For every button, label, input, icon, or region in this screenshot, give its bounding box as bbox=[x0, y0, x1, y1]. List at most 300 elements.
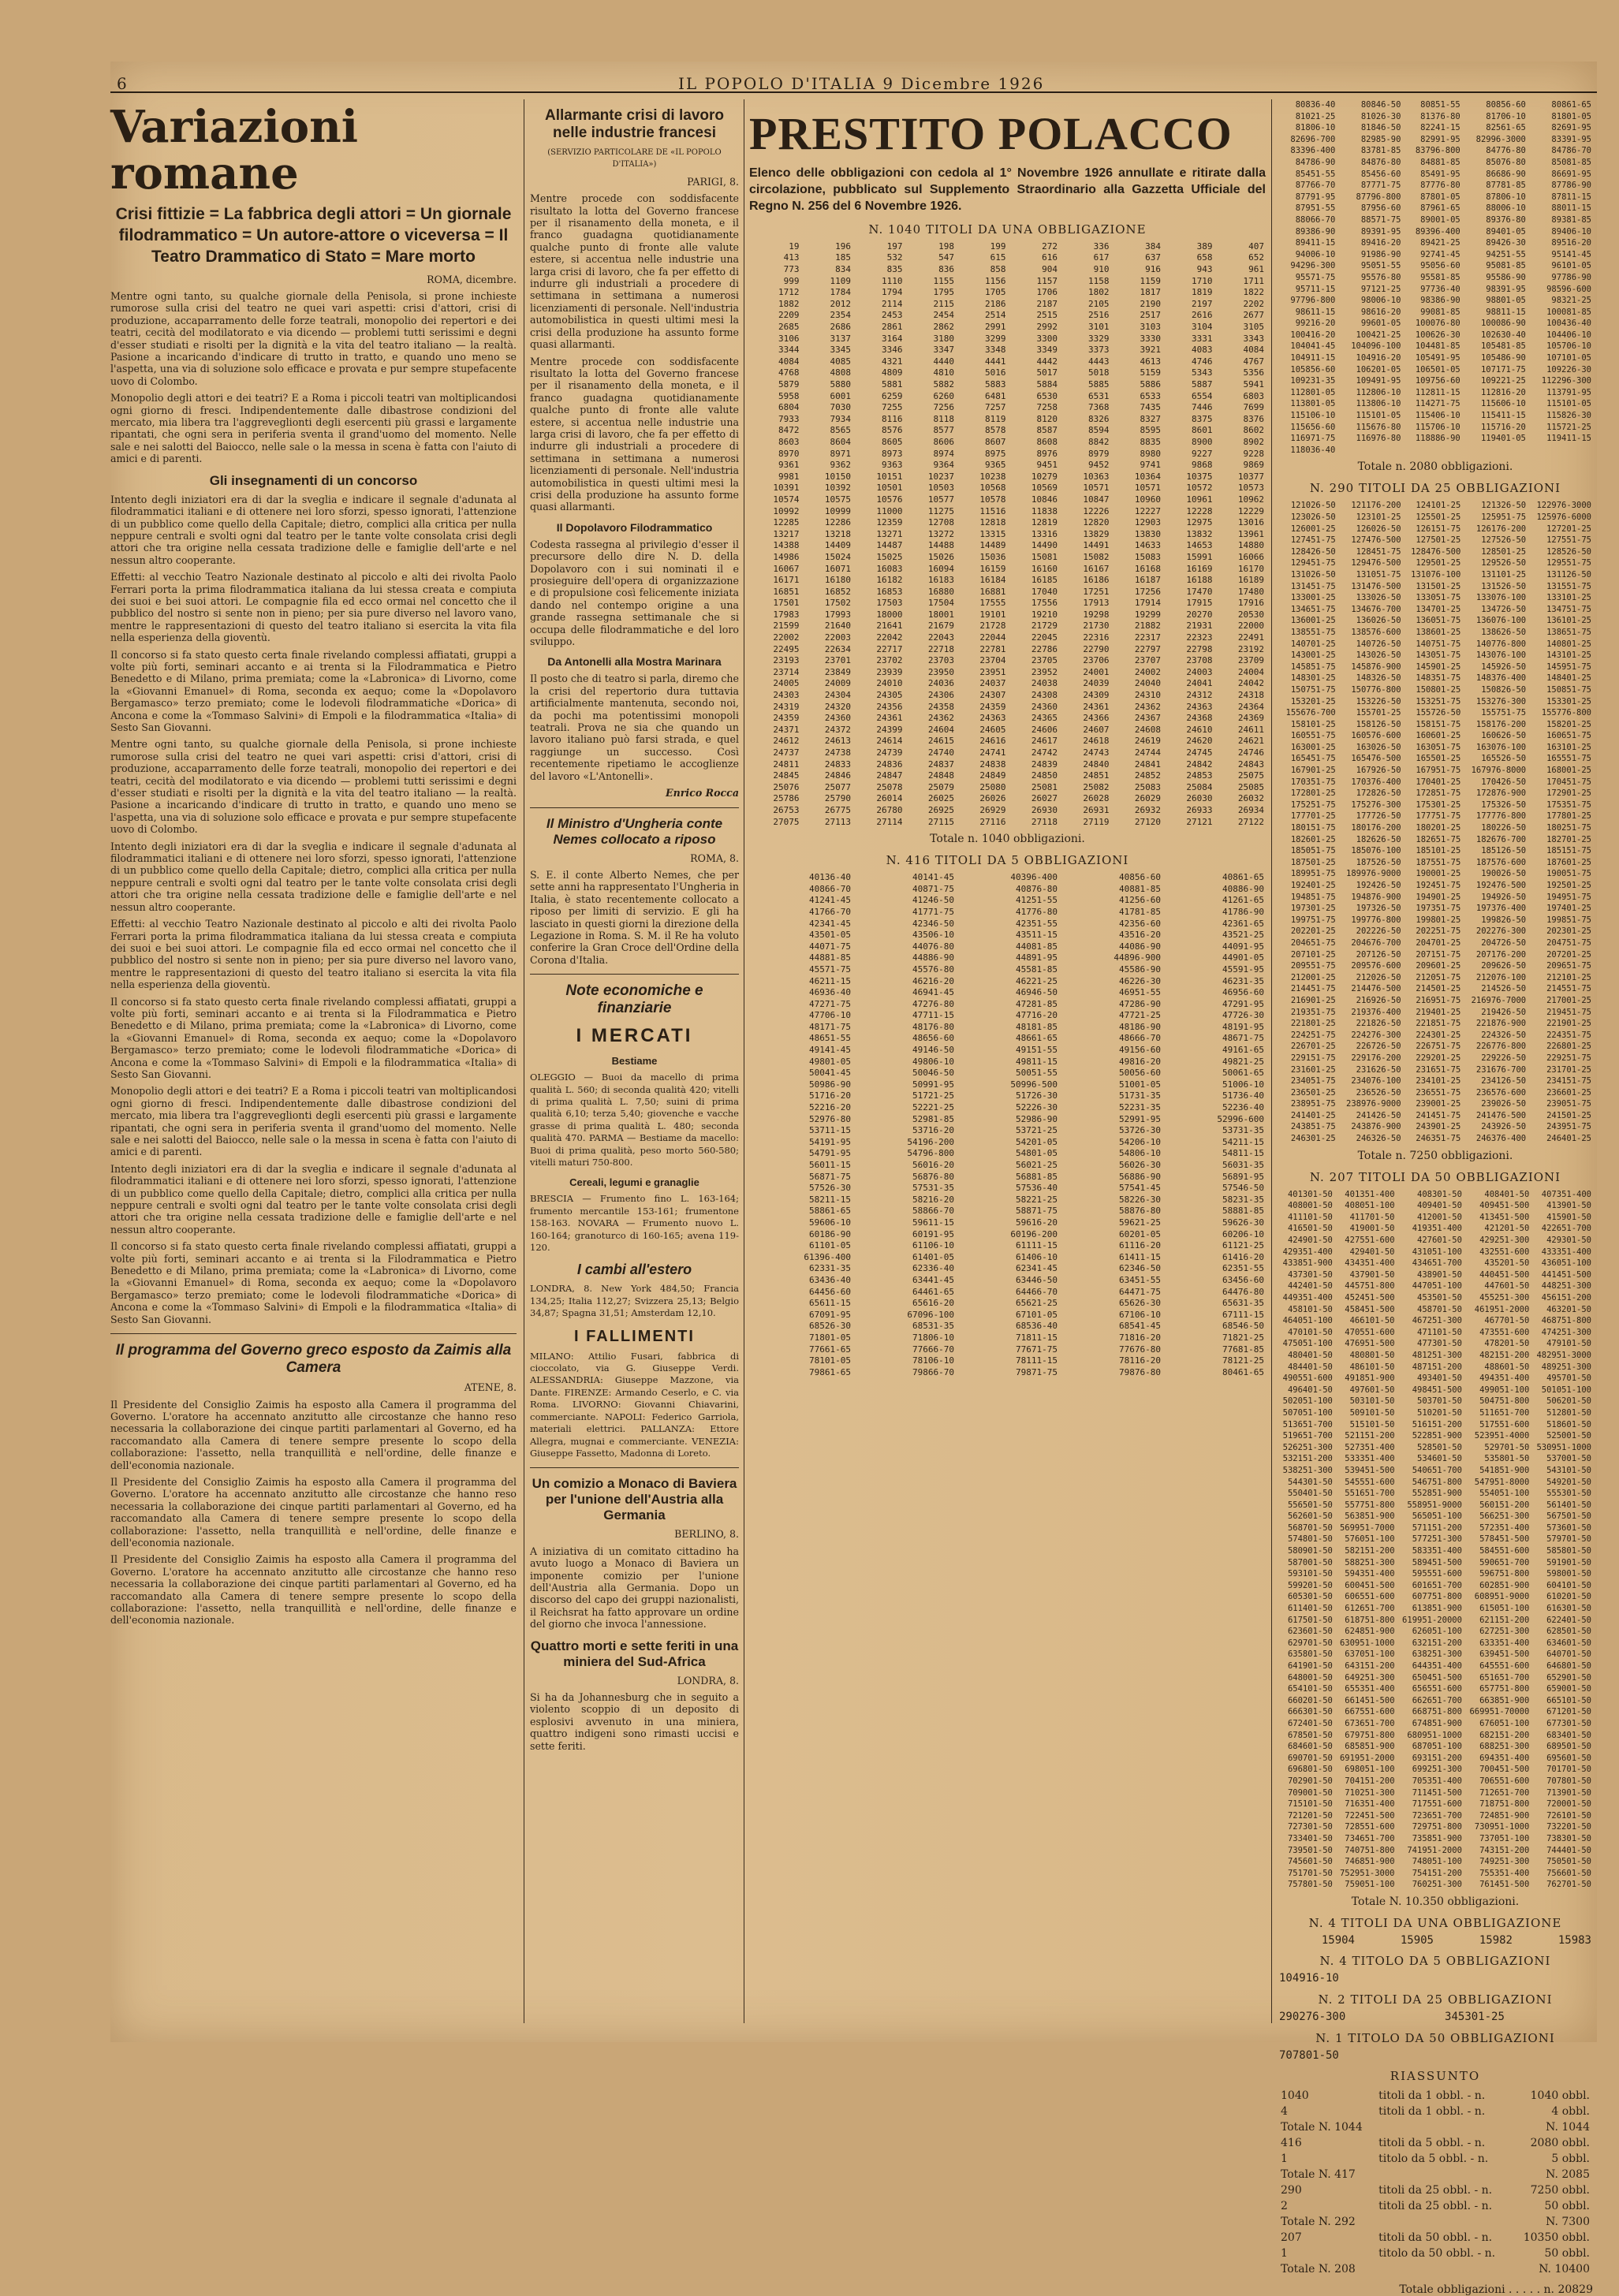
value-cell: 2105 bbox=[1088, 298, 1110, 309]
table-row bbox=[749, 1033, 1266, 1045]
value-cell: 5881 bbox=[882, 379, 903, 390]
value-cell: 10574 bbox=[773, 494, 800, 505]
value-cell: 89401-05 bbox=[1486, 226, 1526, 237]
table-row bbox=[1278, 445, 1593, 457]
value-cell: 119401-05 bbox=[1480, 434, 1526, 444]
value-cell: 754151-200 bbox=[1412, 1868, 1462, 1878]
value-cell: 7255 bbox=[882, 402, 903, 413]
section-title: N. 1040 TITOLI DA UNA OBBLIGAZIONE bbox=[868, 222, 1147, 237]
value-cell: 24362 bbox=[927, 713, 954, 724]
value-cell: 437301-50 bbox=[1287, 1269, 1333, 1280]
value-cell: 115721-25 bbox=[1546, 422, 1591, 432]
article-title-crisi: Allarmante crisi di lavoro nelle industrie francesi bbox=[544, 107, 725, 141]
value-cell: 23702 bbox=[876, 655, 903, 666]
value-cell: 79861-65 bbox=[809, 1366, 851, 1377]
value-cell: 732201-50 bbox=[1546, 1822, 1591, 1832]
value-cell: 105486-90 bbox=[1480, 353, 1526, 363]
value-cell: 82985-90 bbox=[1360, 134, 1401, 144]
value-cell: 209626-50 bbox=[1481, 961, 1527, 971]
value-cell: 532151-200 bbox=[1282, 1454, 1333, 1464]
value-cell: 172801-25 bbox=[1290, 788, 1336, 799]
summary-cell: 4 bbox=[1281, 2105, 1288, 2119]
value-cell: 2686 bbox=[830, 322, 851, 333]
value-cell: 202276-300 bbox=[1475, 926, 1527, 937]
value-cell: 121326-50 bbox=[1481, 501, 1527, 511]
value-cell: 8595 bbox=[1140, 425, 1161, 436]
value-cell: 236551-75 bbox=[1416, 1087, 1461, 1098]
value-cell: 23951 bbox=[979, 666, 1006, 677]
value-cell: 48656-60 bbox=[912, 1033, 954, 1044]
value-cell: 48181-85 bbox=[1016, 1021, 1058, 1032]
value-cell: 24309 bbox=[1083, 690, 1110, 701]
summary-row bbox=[1278, 2230, 1593, 2246]
table-row bbox=[749, 1090, 1266, 1102]
value-cell: 24621 bbox=[1237, 736, 1264, 747]
value-cell: 229151-75 bbox=[1290, 1053, 1336, 1063]
value-cell: 129476-500 bbox=[1351, 558, 1401, 568]
table-row bbox=[749, 919, 1266, 930]
table-row bbox=[749, 952, 1266, 964]
value-cell: 187551-75 bbox=[1416, 857, 1461, 867]
table-row bbox=[749, 1022, 1266, 1034]
dateline: ROMA, dicembre. bbox=[427, 273, 517, 285]
value-cell: 588251-300 bbox=[1345, 1557, 1395, 1567]
value-cell: 41261-65 bbox=[1222, 895, 1264, 906]
value-cell: 153301-25 bbox=[1546, 696, 1591, 706]
value-cell: 98391-95 bbox=[1486, 284, 1526, 294]
value-cell: 580901-50 bbox=[1287, 1546, 1333, 1556]
value-cell: 659001-50 bbox=[1546, 1684, 1591, 1694]
table-row bbox=[1278, 1845, 1593, 1857]
table-row bbox=[749, 930, 1266, 941]
value-cell: 24307 bbox=[979, 690, 1006, 701]
value-cell: 601651-700 bbox=[1412, 1580, 1462, 1590]
value-cell: 729751-800 bbox=[1412, 1822, 1462, 1832]
table-row bbox=[1278, 1603, 1593, 1615]
value-cell: 23192 bbox=[1237, 643, 1264, 654]
value-cell: 1109 bbox=[830, 275, 851, 286]
value-cell: 272 bbox=[1042, 240, 1058, 252]
value-cell: 153276-300 bbox=[1475, 696, 1527, 706]
value-cell: 190026-50 bbox=[1481, 869, 1527, 879]
value-cell: 607751-800 bbox=[1412, 1592, 1462, 1602]
table-row bbox=[749, 976, 1266, 988]
value-cell: 1712 bbox=[778, 287, 800, 298]
value-cell: 10846 bbox=[1031, 494, 1058, 505]
value-cell: 10501 bbox=[876, 483, 903, 494]
value-cell: 615 bbox=[990, 252, 1006, 263]
value-cell: 27121 bbox=[1186, 816, 1213, 827]
value-cell: 212101-25 bbox=[1546, 972, 1591, 982]
value-cell: 9981 bbox=[778, 471, 800, 482]
value-cell: 59621-25 bbox=[1119, 1217, 1161, 1228]
value-cell: 723651-700 bbox=[1412, 1810, 1462, 1821]
value-cell: 82996-3000 bbox=[1475, 134, 1526, 144]
value-cell: 121026-50 bbox=[1290, 501, 1336, 511]
value-cell: 49821-25 bbox=[1222, 1056, 1264, 1067]
value-cell: 23939 bbox=[876, 666, 903, 677]
value-cell: 140751-75 bbox=[1416, 639, 1461, 649]
value-cell: 562601-50 bbox=[1287, 1511, 1333, 1522]
value-cell: 707801-50 bbox=[1279, 2048, 1339, 2062]
value-cell: 133026-50 bbox=[1356, 593, 1401, 603]
table-row bbox=[749, 449, 1266, 460]
value-cell: 81021-25 bbox=[1295, 111, 1336, 121]
value-cell: 91986-90 bbox=[1360, 249, 1401, 259]
value-cell: 24319 bbox=[773, 701, 800, 712]
value-cell: 24359 bbox=[773, 713, 800, 724]
value-cell: 194851-75 bbox=[1290, 892, 1336, 902]
value-cell: 10992 bbox=[773, 505, 800, 516]
value-cell: 127551-75 bbox=[1546, 535, 1591, 546]
value-cell: 56026-30 bbox=[1119, 1160, 1161, 1171]
value-cell: 585801-50 bbox=[1546, 1546, 1591, 1556]
table-row bbox=[749, 241, 1266, 253]
dateline: ROMA, 8. bbox=[690, 852, 739, 864]
subheading: Il Dopolavoro Filodrammatico bbox=[556, 520, 713, 534]
value-cell: 239026-50 bbox=[1481, 1099, 1527, 1109]
value-cell: 617 bbox=[1093, 252, 1110, 263]
value-cell: 738301-50 bbox=[1546, 1833, 1591, 1843]
value-cell: 214476-500 bbox=[1351, 984, 1401, 994]
value-cell: 82561-65 bbox=[1486, 123, 1526, 133]
value-cell: 207126-50 bbox=[1356, 949, 1401, 960]
value-cell: 148301-25 bbox=[1290, 673, 1336, 684]
value-cell: 10577 bbox=[927, 494, 954, 505]
value-cell: 22003 bbox=[824, 632, 851, 643]
value-cell: 24742 bbox=[1031, 747, 1058, 758]
table-sec2 bbox=[749, 872, 1266, 1378]
value-cell: 128451-75 bbox=[1356, 546, 1401, 557]
dateline: BERLINO, 8. bbox=[674, 1528, 739, 1541]
value-cell: 87791-95 bbox=[1295, 192, 1336, 202]
section-title: N. 1 TITOLO DA 50 OBBLIGAZIONI bbox=[1315, 2030, 1555, 2045]
value-cell: 80856-60 bbox=[1486, 100, 1526, 110]
value-cell: 490551-600 bbox=[1282, 1374, 1333, 1384]
value-cell: 126001-25 bbox=[1290, 524, 1336, 534]
value-cell: 45576-80 bbox=[912, 964, 954, 975]
value-cell: 551651-700 bbox=[1345, 1489, 1395, 1499]
value-cell: 51001-05 bbox=[1119, 1079, 1161, 1090]
value-cell: 234076-100 bbox=[1351, 1076, 1401, 1086]
table-row bbox=[1278, 1868, 1593, 1880]
summary-cell: titoli da 25 obbl. - n. bbox=[1378, 2184, 1493, 2197]
value-cell: 100421-25 bbox=[1356, 330, 1401, 340]
summary-cell: 2080 obbl. bbox=[1530, 2137, 1590, 2150]
value-cell: 554051-100 bbox=[1479, 1489, 1530, 1499]
grand-total: Totale obbligazioni . . . . . n. 20829 bbox=[1399, 2283, 1593, 2296]
value-cell: 221876-900 bbox=[1475, 1019, 1527, 1029]
value-cell: 665101-50 bbox=[1546, 1695, 1591, 1705]
value-cell: 46226-30 bbox=[1119, 975, 1161, 986]
value-cell: 12820 bbox=[1083, 517, 1110, 528]
value-cell: 1817 bbox=[1140, 287, 1161, 298]
table-row bbox=[1278, 1315, 1593, 1327]
value-cell: 724851-900 bbox=[1479, 1810, 1530, 1821]
value-cell: 67111-15 bbox=[1222, 1309, 1264, 1320]
value-cell: 2186 bbox=[985, 298, 1006, 309]
summary-cell: 2 bbox=[1281, 2200, 1288, 2213]
value-cell: 83396-400 bbox=[1290, 146, 1336, 156]
value-cell: 51721-25 bbox=[912, 1090, 954, 1101]
value-cell: 6533 bbox=[1140, 390, 1161, 401]
value-cell: 8900 bbox=[1192, 436, 1213, 447]
value-cell: 16167 bbox=[1083, 563, 1110, 574]
value-cell: 713901-50 bbox=[1546, 1787, 1591, 1798]
value-cell: 3349 bbox=[1036, 345, 1058, 356]
value-cell: 24312 bbox=[1186, 690, 1213, 701]
summary-cell: titoli da 5 obbl. - n. bbox=[1378, 2137, 1486, 2150]
value-cell: 571151-200 bbox=[1412, 1523, 1462, 1533]
value-cell: 584551-600 bbox=[1479, 1546, 1530, 1556]
table-row bbox=[1278, 260, 1593, 272]
value-cell: 40886-90 bbox=[1222, 883, 1264, 894]
table-row bbox=[749, 987, 1266, 999]
value-cell: 216976-7000 bbox=[1471, 995, 1527, 1005]
value-cell: 8375 bbox=[1192, 413, 1213, 424]
value-cell bbox=[1402, 445, 1461, 457]
table-row bbox=[1278, 111, 1593, 123]
value-cell: 63456-60 bbox=[1222, 1274, 1264, 1285]
value-cell: 12903 bbox=[1134, 517, 1161, 528]
value-cell: 241501-25 bbox=[1546, 1110, 1591, 1120]
value-cell: 192426-50 bbox=[1356, 881, 1401, 890]
value-cell: 5958 bbox=[778, 390, 800, 401]
value-cell: 12975 bbox=[1186, 517, 1213, 528]
value-cell: 673651-700 bbox=[1345, 1718, 1395, 1728]
value-cell: 461951-2000 bbox=[1474, 1304, 1530, 1314]
value-cell: 671201-50 bbox=[1546, 1707, 1591, 1717]
value-cell: 21640 bbox=[824, 621, 851, 632]
value-cell: 112801-05 bbox=[1290, 387, 1336, 397]
value-cell: 24612 bbox=[773, 736, 800, 747]
value-cell: 24037 bbox=[979, 678, 1006, 689]
paragraph: Effetti: al vecchio Teatro Nazionale destinato al piccolo e alti dei rivolta Paolo Ferrari porta la prima filodrammatica italiana da lui stessa creata e compiuta dei suoi e bei suoi attori. Le compagnie fila ed ecco ormai nel concetto che il pubblico del nostro si sente non in pieno; per sia pure diverso nel lavoro vano, mentre le rappresentazioni di questo del teatro italiano si esercita la vita fila nella esperienza della gioventù. bbox=[110, 571, 517, 644]
value-cell: 44901-05 bbox=[1222, 952, 1264, 964]
value-cell: 61101-05 bbox=[809, 1240, 851, 1251]
value-cell: 495701-50 bbox=[1546, 1374, 1591, 1384]
value-cell: 24746 bbox=[1237, 747, 1264, 758]
value-cell: 119411-15 bbox=[1546, 434, 1591, 444]
value-cell: 24615 bbox=[927, 736, 954, 747]
value-cell: 131451-75 bbox=[1290, 581, 1336, 591]
value-cell: 62331-35 bbox=[809, 1263, 851, 1274]
value-cell: 687051-100 bbox=[1412, 1742, 1462, 1752]
paragraph: Monopolio degli attori e dei teatri? E a Roma i piccoli teatri van moltiplicandosi ogni giorno di fresci. Indipendentemente dalle dibastrose condizioni del mercato, mia libera tra l'aggreveglionti degli esercenti più grassi e largamente ripantati, che ogni sera in periferia sventa il grand'uomo del momento. Nelle sale e nei salotti del Baiocco, nelle sale o la messa in scena è fatta con l'aiuto di amici e di parenti. bbox=[110, 1085, 517, 1158]
value-cell: 194926-50 bbox=[1481, 892, 1527, 902]
value-cell: 109756-60 bbox=[1415, 376, 1460, 386]
value-cell: 16188 bbox=[1186, 575, 1213, 586]
value-cell: 24743 bbox=[1083, 747, 1110, 758]
value-cell: 533351-400 bbox=[1345, 1454, 1395, 1464]
value-cell: 433851-900 bbox=[1282, 1258, 1333, 1269]
table-row bbox=[749, 1321, 1266, 1332]
value-cell: 650451-500 bbox=[1412, 1672, 1462, 1683]
value-cell: 8602 bbox=[1243, 425, 1264, 436]
value-cell: 27122 bbox=[1237, 816, 1264, 827]
table-row bbox=[1278, 639, 1593, 650]
value-cell: 187526-50 bbox=[1356, 857, 1401, 867]
value-cell: 16182 bbox=[876, 575, 903, 586]
table-row bbox=[1278, 1821, 1593, 1833]
value-cell: 84786-70 bbox=[1551, 146, 1591, 156]
value-cell: 128426-50 bbox=[1290, 546, 1336, 557]
value-cell: 680951-1000 bbox=[1407, 1730, 1462, 1740]
section-total: Totale n. 7250 obbligazioni. bbox=[1357, 1149, 1513, 1162]
value-cell: 27116 bbox=[979, 816, 1006, 827]
table-row bbox=[749, 667, 1266, 679]
value-cell: 52221-25 bbox=[912, 1102, 954, 1113]
value-cell: 535801-50 bbox=[1484, 1454, 1530, 1464]
value-cell: 138551-75 bbox=[1290, 627, 1336, 637]
table-row bbox=[749, 1172, 1266, 1183]
value-cell: 11000 bbox=[876, 505, 903, 516]
value-cell: 15991 bbox=[1186, 551, 1213, 562]
table-row bbox=[749, 1045, 1266, 1057]
table-row bbox=[1278, 1064, 1593, 1076]
value-cell: 22002 bbox=[773, 632, 800, 643]
value-cell: 718751-800 bbox=[1479, 1799, 1530, 1810]
value-cell: 88006-10 bbox=[1486, 203, 1526, 214]
value-cell: 67101-05 bbox=[1016, 1309, 1058, 1320]
value-cell: 16184 bbox=[979, 575, 1006, 586]
value-cell: 56891-95 bbox=[1222, 1171, 1264, 1182]
value-cell: 546751-800 bbox=[1412, 1477, 1462, 1487]
value-cell: 65626-30 bbox=[1119, 1298, 1161, 1309]
value-cell: 4613 bbox=[1140, 356, 1161, 367]
value-cell: 22495 bbox=[773, 643, 800, 654]
value-cell: 115656-60 bbox=[1290, 422, 1336, 432]
value-cell: 727301-50 bbox=[1287, 1822, 1333, 1832]
value-cell: 573601-50 bbox=[1546, 1523, 1591, 1533]
value-cell: 537001-50 bbox=[1546, 1454, 1591, 1464]
value-cell: 427601-50 bbox=[1417, 1236, 1462, 1246]
table-sec7 bbox=[1278, 1973, 1593, 1985]
value-cell: 63441-45 bbox=[912, 1274, 954, 1285]
value-cell: 63446-50 bbox=[1016, 1274, 1058, 1285]
value-cell: 246301-25 bbox=[1290, 1134, 1336, 1144]
summary-cell: 1040 bbox=[1281, 2089, 1309, 2103]
value-cell: 143076-100 bbox=[1475, 650, 1527, 661]
value-cell: 669951-70000 bbox=[1469, 1707, 1530, 1717]
table-row bbox=[1278, 180, 1593, 192]
value-cell: 185076-100 bbox=[1351, 846, 1401, 856]
paragraph: Intento degli iniziatori era di dar la sveglia e indicare il segnale d'adunata al filodrammatici italiani e di ottenere nei loro sforzi, spesso ignorati, l'attenzione di un pubblico come quello della Capitale; dietro, complici alla critica per nulla neppure centrali e svolti ogni dal teatro per le tante volte consolata crisi degli attori che tra origine nella cessata tradizione delle e famiglie dell'arte e nel nessun altro cooperante. bbox=[110, 493, 517, 566]
value-cell: 116976-80 bbox=[1356, 434, 1401, 444]
value-cell: 1822 bbox=[1243, 287, 1264, 298]
value-cell: 2677 bbox=[1243, 310, 1264, 321]
value-cell: 9227 bbox=[1192, 448, 1213, 459]
value-cell: 1155 bbox=[933, 275, 954, 286]
value-cell: 12819 bbox=[1031, 517, 1058, 528]
value-cell: 104916-10 bbox=[1279, 1972, 1339, 1985]
value-cell: 52236-40 bbox=[1222, 1102, 1264, 1113]
value-cell: 17480 bbox=[1237, 586, 1264, 597]
value-cell: 56886-90 bbox=[1119, 1171, 1161, 1182]
value-cell: 177726-50 bbox=[1356, 811, 1401, 822]
table-row bbox=[1278, 1672, 1593, 1684]
value-cell: 16170 bbox=[1237, 563, 1264, 574]
value-cell: 115606-10 bbox=[1480, 399, 1526, 409]
value-cell: 8980 bbox=[1140, 448, 1161, 459]
value-cell: 180251-75 bbox=[1546, 823, 1591, 833]
table-row bbox=[1278, 1338, 1593, 1350]
value-cell: 25790 bbox=[824, 793, 851, 804]
value-cell: 567501-50 bbox=[1546, 1511, 1591, 1522]
table-row bbox=[749, 895, 1266, 907]
value-cell: 24359 bbox=[979, 701, 1006, 712]
value-cell: 231651-75 bbox=[1416, 1064, 1461, 1075]
value-cell: 2454 bbox=[933, 310, 954, 321]
value-cell: 47716-20 bbox=[1016, 1010, 1058, 1021]
value-cell: 43511-15 bbox=[1016, 930, 1058, 941]
value-cell: 518601-50 bbox=[1546, 1419, 1591, 1429]
table-row bbox=[749, 322, 1266, 334]
value-cell: 100416-20 bbox=[1290, 330, 1336, 340]
value-cell: 105856-60 bbox=[1290, 364, 1336, 375]
value-cell: 243926-50 bbox=[1481, 1122, 1527, 1132]
value-cell: 750501-50 bbox=[1546, 1857, 1591, 1867]
value-cell: 576051-100 bbox=[1345, 1534, 1395, 1545]
value-cell: 743151-200 bbox=[1479, 1845, 1530, 1855]
value-cell: 6260 bbox=[933, 390, 954, 401]
summary-cell: 5 obbl. bbox=[1551, 2152, 1590, 2166]
value-cell: 61111-15 bbox=[1016, 1240, 1058, 1251]
value-cell: 20530 bbox=[1237, 609, 1264, 620]
table-row bbox=[749, 793, 1266, 805]
value-cell: 24320 bbox=[824, 701, 851, 712]
summary-cell: N. 10400 bbox=[1539, 2263, 1590, 2276]
value-cell: 24611 bbox=[1237, 724, 1264, 735]
value-cell: 136001-25 bbox=[1290, 616, 1336, 626]
value-cell: 4441 bbox=[985, 356, 1006, 367]
divider bbox=[530, 974, 739, 975]
value-cell: 24841 bbox=[1134, 758, 1161, 770]
value-cell: 612651-700 bbox=[1345, 1604, 1395, 1614]
value-cell: 61411-15 bbox=[1119, 1251, 1161, 1262]
value-cell: 148376-400 bbox=[1475, 673, 1527, 684]
value-cell: 106501-05 bbox=[1415, 364, 1460, 375]
summary-cell: Totale N. 1044 bbox=[1281, 2121, 1363, 2134]
value-cell: 2515 bbox=[1036, 310, 1058, 321]
value-cell: 22718 bbox=[927, 643, 954, 654]
value-cell: 668751-800 bbox=[1412, 1707, 1462, 1717]
value-cell: 5882 bbox=[933, 379, 954, 390]
value-cell: 197401-25 bbox=[1546, 904, 1591, 914]
value-cell: 52976-80 bbox=[809, 1113, 851, 1124]
value-cell: 25076 bbox=[773, 781, 800, 792]
value-cell: 40866-70 bbox=[809, 883, 851, 894]
value-cell: 58876-80 bbox=[1119, 1206, 1161, 1217]
value-cell: 8976 bbox=[1036, 448, 1058, 459]
value-cell: 470101-50 bbox=[1287, 1327, 1333, 1337]
table-row bbox=[749, 872, 1266, 884]
value-cell: 81026-30 bbox=[1360, 111, 1401, 121]
value-cell: 2115 bbox=[933, 298, 954, 309]
value-cell: 92741-45 bbox=[1420, 249, 1460, 259]
value-cell: 85456-60 bbox=[1360, 169, 1401, 179]
value-cell: 12285 bbox=[773, 517, 800, 528]
value-cell: 409401-50 bbox=[1417, 1201, 1462, 1211]
value-cell: 10503 bbox=[927, 483, 954, 494]
table-row bbox=[1278, 226, 1593, 238]
value-cell: 80851-55 bbox=[1420, 100, 1460, 110]
table-row bbox=[1278, 1488, 1593, 1500]
value-cell: 47271-75 bbox=[809, 998, 851, 1009]
value-cell: 530951-1000 bbox=[1536, 1442, 1591, 1452]
value-cell: 561401-50 bbox=[1546, 1500, 1591, 1510]
table-row bbox=[1278, 1810, 1593, 1822]
